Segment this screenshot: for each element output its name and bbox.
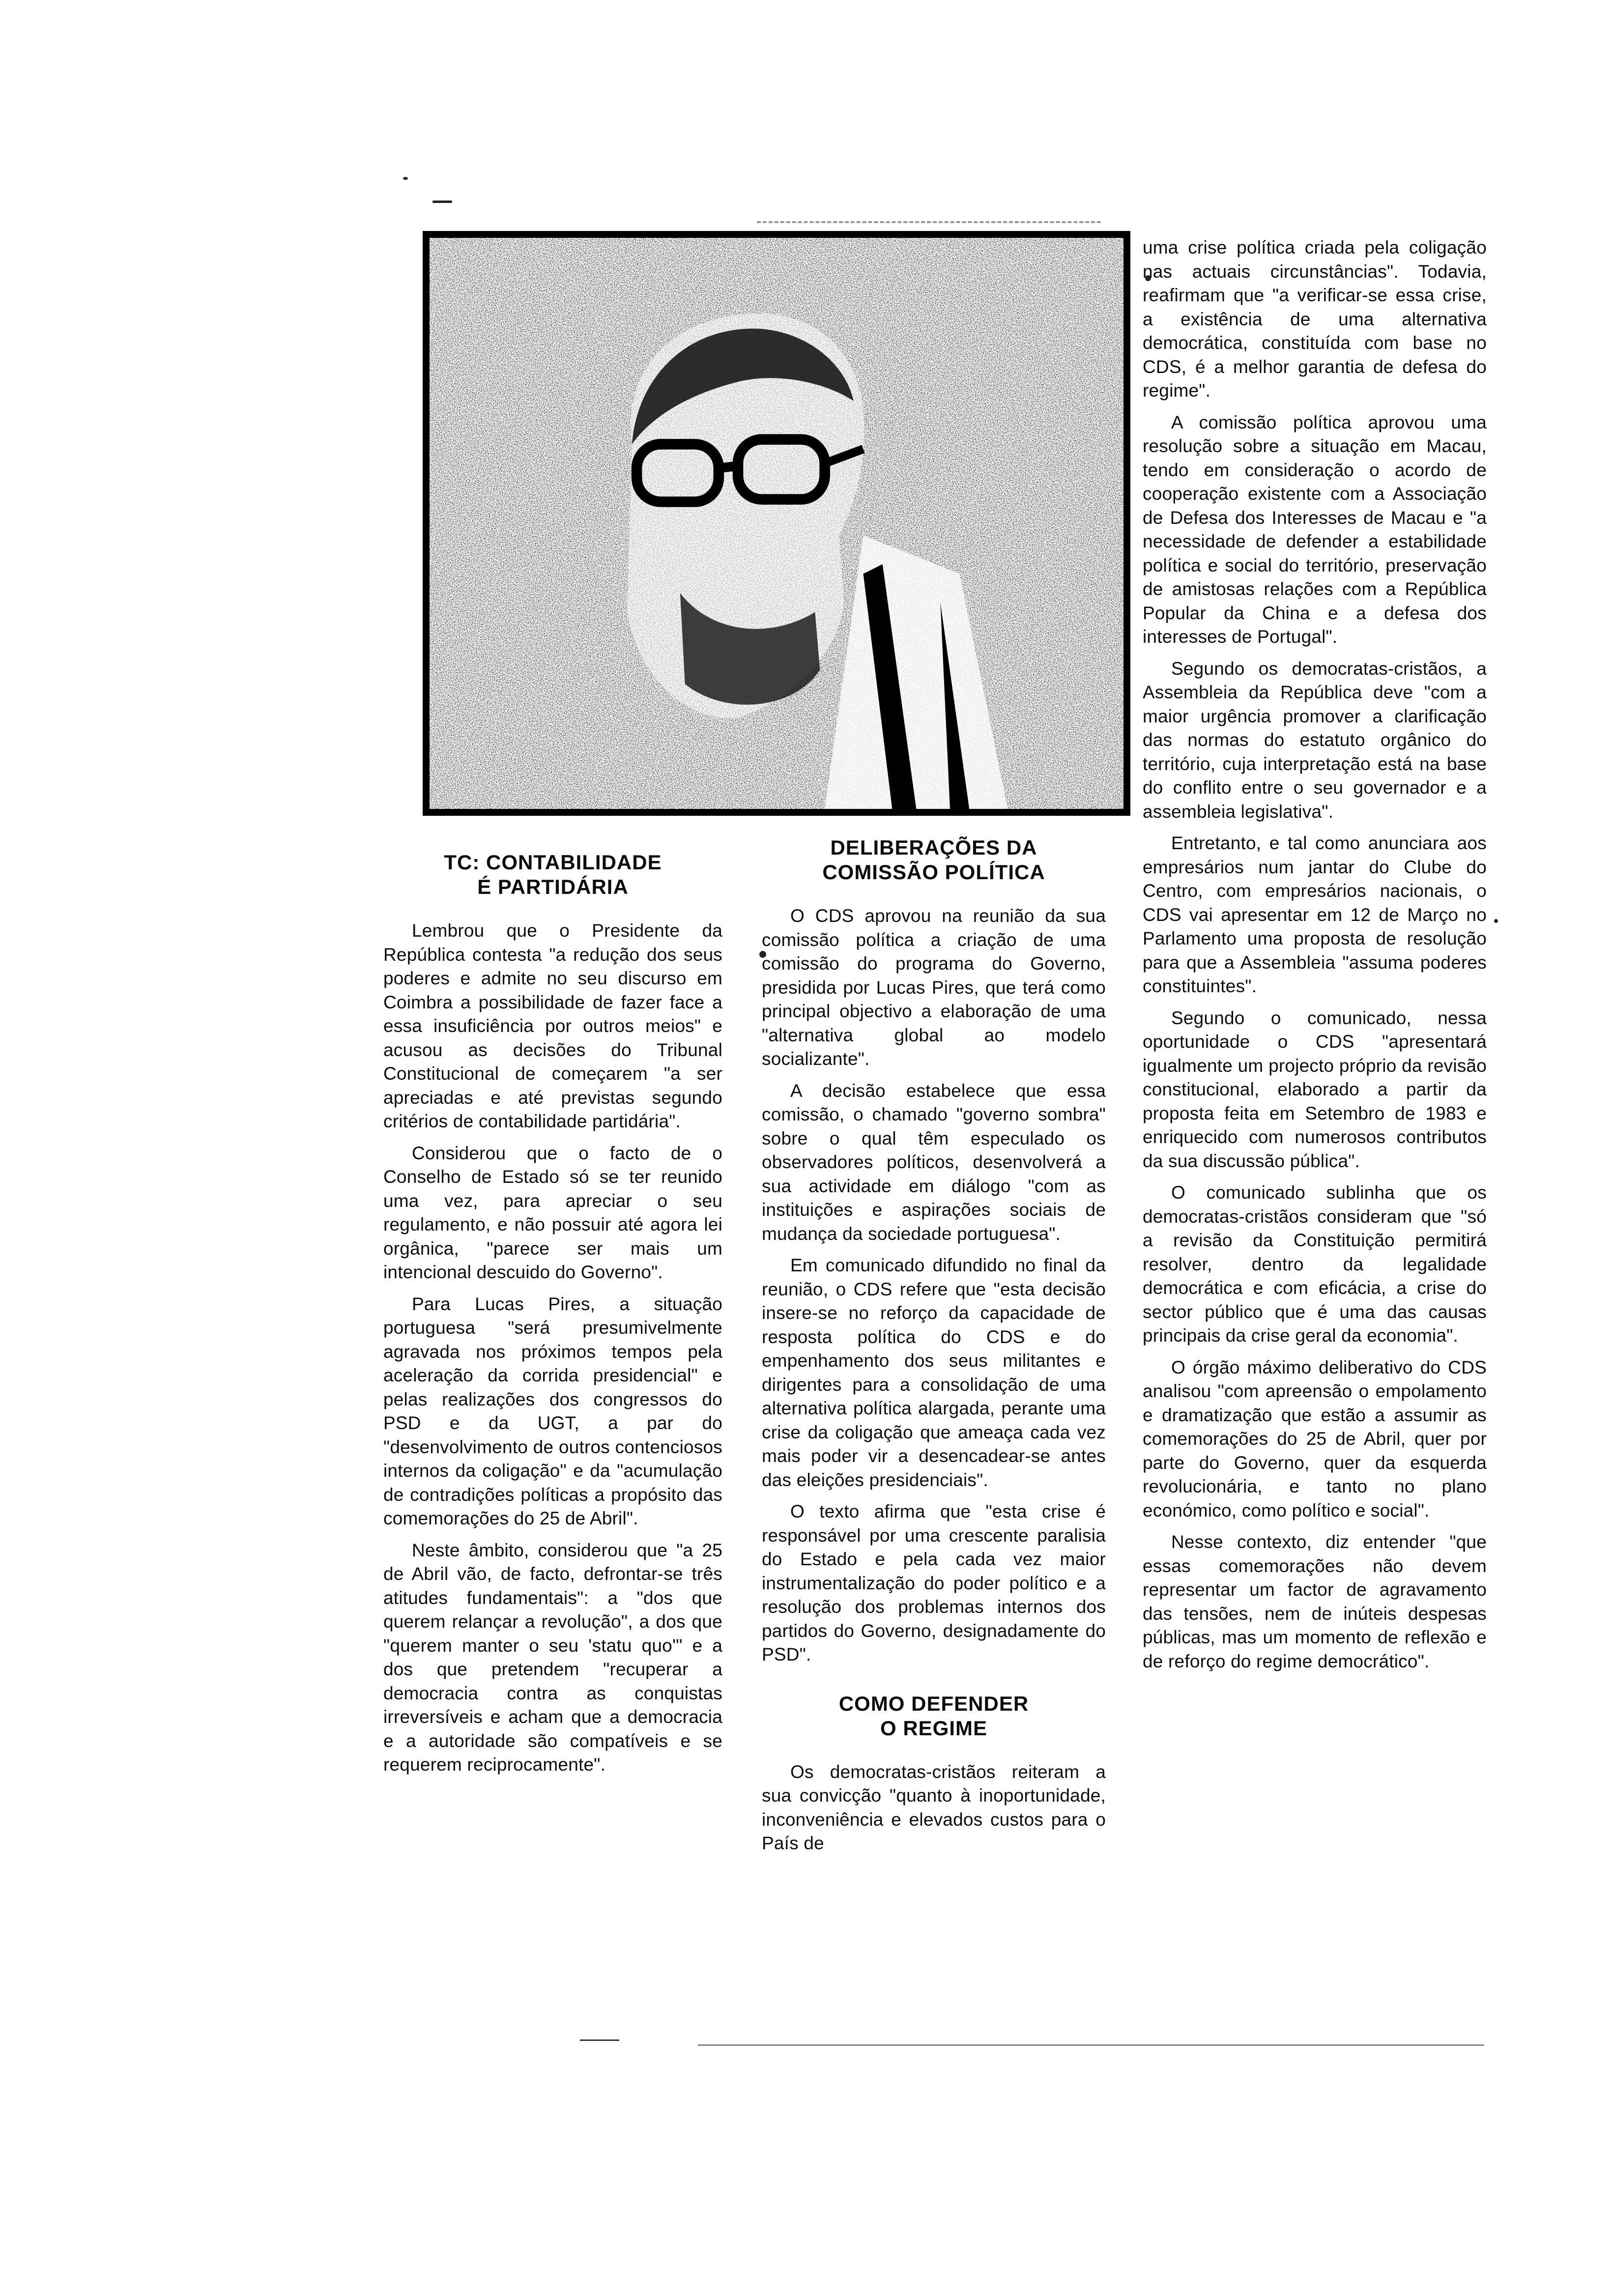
middle-heading-1-line1: DELIBERAÇÕES DA — [830, 836, 1037, 859]
paragraph: Lembrou que o Presidente da República contesta "a redução dos seus poderes e admite no seu discurso em Coimbra a possibilidade de fazer face a essa insuficiência por outros meios" e acusou as decisões do Tribunal Constitucional de começarem "a ser apreciadas e até previstas segundo critérios de contabilidade partidária". — [383, 920, 722, 1131]
middle-heading-2-line2: O REGIME — [880, 1716, 988, 1740]
header-strip — [757, 206, 1101, 223]
paragraph: Entretanto, e tal como anunciara aos empresários num jantar do Clube do Centro, com empresários nacionais, o CDS vai apresentar em 12 de Março no Parlamento uma proposta de resolução para que a Assembleia "assuma poderes constituintes". — [1143, 833, 1487, 996]
middle-heading-2 — [762, 1692, 1106, 1741]
paragraph: O órgão máximo deliberativo do CDS analisou "com apreensão o empolamento e dramatização que estão a assumir as comemorações do 25 de Abril, quer por parte do Governo, quer da esquerda revolucionária, e tanto no plano económico, como político e social". — [1143, 1357, 1487, 1521]
bottom-rule — [698, 2044, 1484, 2046]
paragraph: O texto afirma que "esta crise é responsável por uma crescente paralisia do Estado e pela cada vez maior instrumentalização do poder político e a resolução dos problemas internos dos partidos do Governo, designadamente do PSD". — [762, 1501, 1106, 1665]
paragraph: Em comunicado difundido no final da reunião, o CDS refere que "esta decisão insere-se no reforço da capacidade de resposta política do CDS e do empenhamento dos seus militantes e dirigentes para a consolidação de uma alternativa política alargada, perante uma crise da coligação que ameaça cada vez mais poder vir a desencadear-se antes das eleições presidenciais". — [762, 1255, 1106, 1490]
scan-speck — [1494, 919, 1498, 923]
paragraph: Os democratas-cristãos reiteram a sua convicção "quanto à inoportunidade, inconveniência e elevados custos para o País de — [762, 1761, 1106, 1853]
paragraph: Segundo os democratas-cristãos, a Assembleia da República deve "com a maior urgência promover a clarificação das normas do estatuto orgânico do território, cuja interpretação está na base do conflito entre o seu governador e a assembleia legislativa". — [1143, 658, 1487, 822]
paragraph: uma crise política criada pela coligação nas actuais circunstâncias". Todavia, reafirmam que "a verificar-se essa crise, a existência de uma alternativa democrática, constituída com base no CDS, é a melhor garantia de defesa do regime". — [1143, 237, 1487, 401]
left-column — [383, 850, 722, 1785]
paragraph: O CDS aprovou na reunião da sua comissão política a criação de uma comissão do programa do Governo, presidida por Lucas Pires, que terá como principal objectivo a elaboração de uma "alternativa global ao modelo socializante". — [762, 906, 1106, 1069]
paragraph: A decisão estabelece que essa comissão, o chamado "governo sombra" sobre o qual têm especulado os observadores políticos, desenvolverá a sua actividade em diálogo "com as instituições e aspirações sociais de mudança da sociedade portuguesa". — [762, 1080, 1106, 1244]
paragraph: O comunicado sublinha que os democratas-cristãos consideram que "só a revisão da Constituição permitirá resolver, dentro da legalidade democrática e com eficácia, a crise do sector público que é uma das causas principais da crise geral da economia". — [1143, 1182, 1487, 1346]
middle-heading-2-line1: COMO DEFENDER — [838, 1692, 1029, 1715]
portrait-photo-graphic — [430, 238, 1123, 809]
paragraph: Nesse contexto, diz entender "que essas comemorações não devem representar um factor de agravamento das tensões, nem de inúteis despesas públicas, mas um momento de reflexão e de reforço do regime democrático". — [1143, 1532, 1487, 1671]
scan-speck — [432, 201, 452, 203]
middle-column — [762, 835, 1106, 1864]
paragraph: Neste âmbito, considerou que "a 25 de Abril vão, de facto, defrontar-se três atitudes fundamentais": a "dos que querem relançar a revolução", a dos que "querem manter o seu 'statu quo'" e a dos que pretendem "recuperar a democracia contra as conquistas irreversíveis e acham que a democracia e a autoridade são compatíveis e se requerem reciprocamente". — [383, 1540, 722, 1775]
left-heading-line2: É PARTIDÁRIA — [477, 875, 629, 898]
middle-heading-1 — [762, 835, 1106, 885]
bottom-rule — [580, 2039, 619, 2041]
right-column — [1143, 236, 1487, 1681]
portrait-photo — [423, 231, 1130, 816]
paragraph: Segundo o comunicado, nessa oportunidade o CDS "apresentará igualmente um projecto próprio da revisão constitucional, elaborado a partir da proposta feita em Setembro de 1983 e enriquecido com numerosos contributos da sua discussão pública". — [1143, 1007, 1487, 1171]
middle-heading-1-line2: COMISSÃO POLÍTICA — [822, 861, 1045, 884]
left-heading-line1: TC: CONTABILIDADE — [444, 851, 662, 874]
paragraph: Para Lucas Pires, a situação portuguesa "será presumivelmente agravada nos próximos tempos pela aceleração da corrida presidencial" e pelas realizações dos congressos do PSD e da UGT, a par do "desenvolvimento de outros contenciosos internos da coligação" e da "acumulação de contradições políticas a propósito das comemorações do 25 de Abril". — [383, 1293, 722, 1528]
paragraph: Considerou que o facto de o Conselho de Estado só se ter reunido uma vez, para apreciar o seu regulamento, e não possuir até agora lei orgânica, "parece ser mais um intencional descuido do Governo". — [383, 1143, 722, 1282]
left-heading — [383, 850, 722, 899]
scan-speck — [403, 177, 408, 180]
paragraph: A comissão política aprovou uma resolução sobre a situação em Macau, tendo em consideração o acordo de cooperação existente com a Associação de Defesa dos Interesses de Macau e "a necessidade de defender a estabilidade política e social do território, preservação de amistosas relações com a República Popular da China e a defesa dos interesses de Portugal". — [1143, 412, 1487, 647]
